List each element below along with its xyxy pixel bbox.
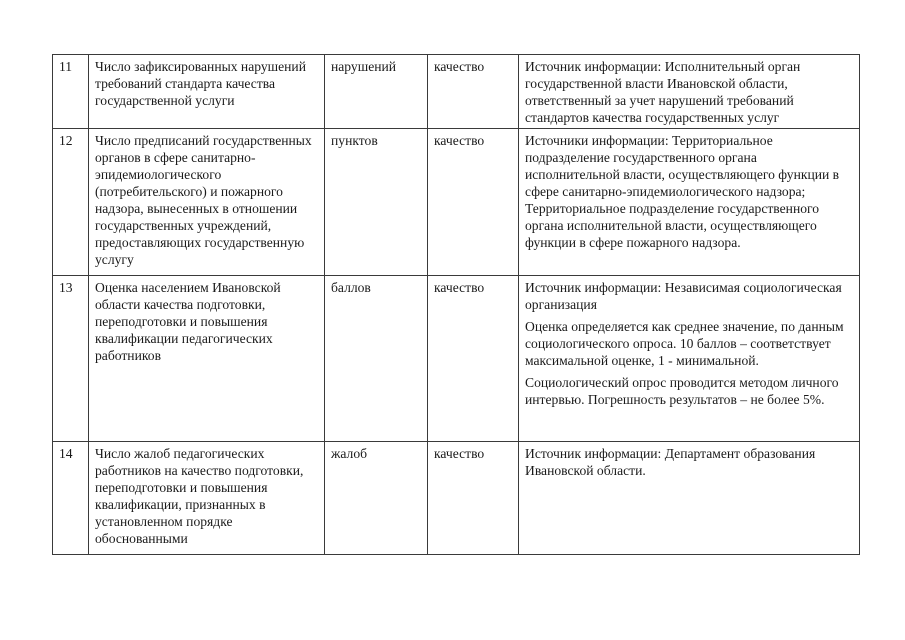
table-row bbox=[53, 55, 860, 129]
source-paragraph: Социологический опрос проводится методом личного интервью. Погрешность результатов – не более 5%. bbox=[525, 375, 839, 407]
table-row bbox=[53, 276, 860, 442]
source-paragraph: Источник информации: Исполнительный орган государственной власти Ивановской области, ответственный за учет нарушений требований стандартов качества государственных услуг bbox=[525, 59, 801, 125]
table-row bbox=[53, 129, 860, 276]
unit-of-measure: жалоб bbox=[325, 442, 428, 555]
row-number: 14 bbox=[53, 442, 89, 555]
unit-of-measure: баллов bbox=[325, 276, 428, 442]
indicator-name: Оценка населением Ивановской области качества подготовки, переподготовки и повышения квалификации педагогических работников bbox=[89, 276, 325, 442]
source-paragraph: Источник информации: Независимая социологическая организация bbox=[525, 280, 842, 312]
source-paragraph: Оценка определяется как среднее значение, по данным социологического опроса. 10 баллов – соответствует максимальной оценке, 1 - минимальной. bbox=[525, 319, 844, 368]
row-number: 12 bbox=[53, 129, 89, 276]
information-source bbox=[519, 55, 860, 129]
indicators-table bbox=[52, 54, 860, 555]
source-paragraph: Источники информации: Территориальное подразделение государственного органа исполнительной власти, осуществляющего функции в сфере санитарно-эпидемиологического надзора; Территориальное подразделение государственного органа исполнительной власти, осуществляющего функции в сфере пожарного надзора. bbox=[525, 133, 840, 250]
indicator-type: качество bbox=[428, 55, 519, 129]
information-source bbox=[519, 276, 860, 442]
table-row bbox=[53, 442, 860, 555]
information-source bbox=[519, 442, 860, 555]
unit-of-measure: пунктов bbox=[325, 129, 428, 276]
source-paragraph: Источник информации: Департамент образования Ивановской области. bbox=[525, 446, 816, 478]
indicator-name: Число предписаний государственных органов в сфере санитарно-эпидемиологического (потребительского) и пожарного надзора, вынесенных в отношении государственных учреждений, предоставляющих государственную услугу bbox=[89, 129, 325, 276]
indicator-type: качество bbox=[428, 276, 519, 442]
row-number: 11 bbox=[53, 55, 89, 129]
unit-of-measure: нарушений bbox=[325, 55, 428, 129]
information-source bbox=[519, 129, 860, 276]
indicator-name: Число зафиксированных нарушений требований стандарта качества государственной услуги bbox=[89, 55, 325, 129]
indicator-name: Число жалоб педагогических работников на качество подготовки, переподготовки и повышения квалификации, признанных в установленном порядке обоснованными bbox=[89, 442, 325, 555]
row-number: 13 bbox=[53, 276, 89, 442]
indicator-type: качество bbox=[428, 129, 519, 276]
indicator-type: качество bbox=[428, 442, 519, 555]
